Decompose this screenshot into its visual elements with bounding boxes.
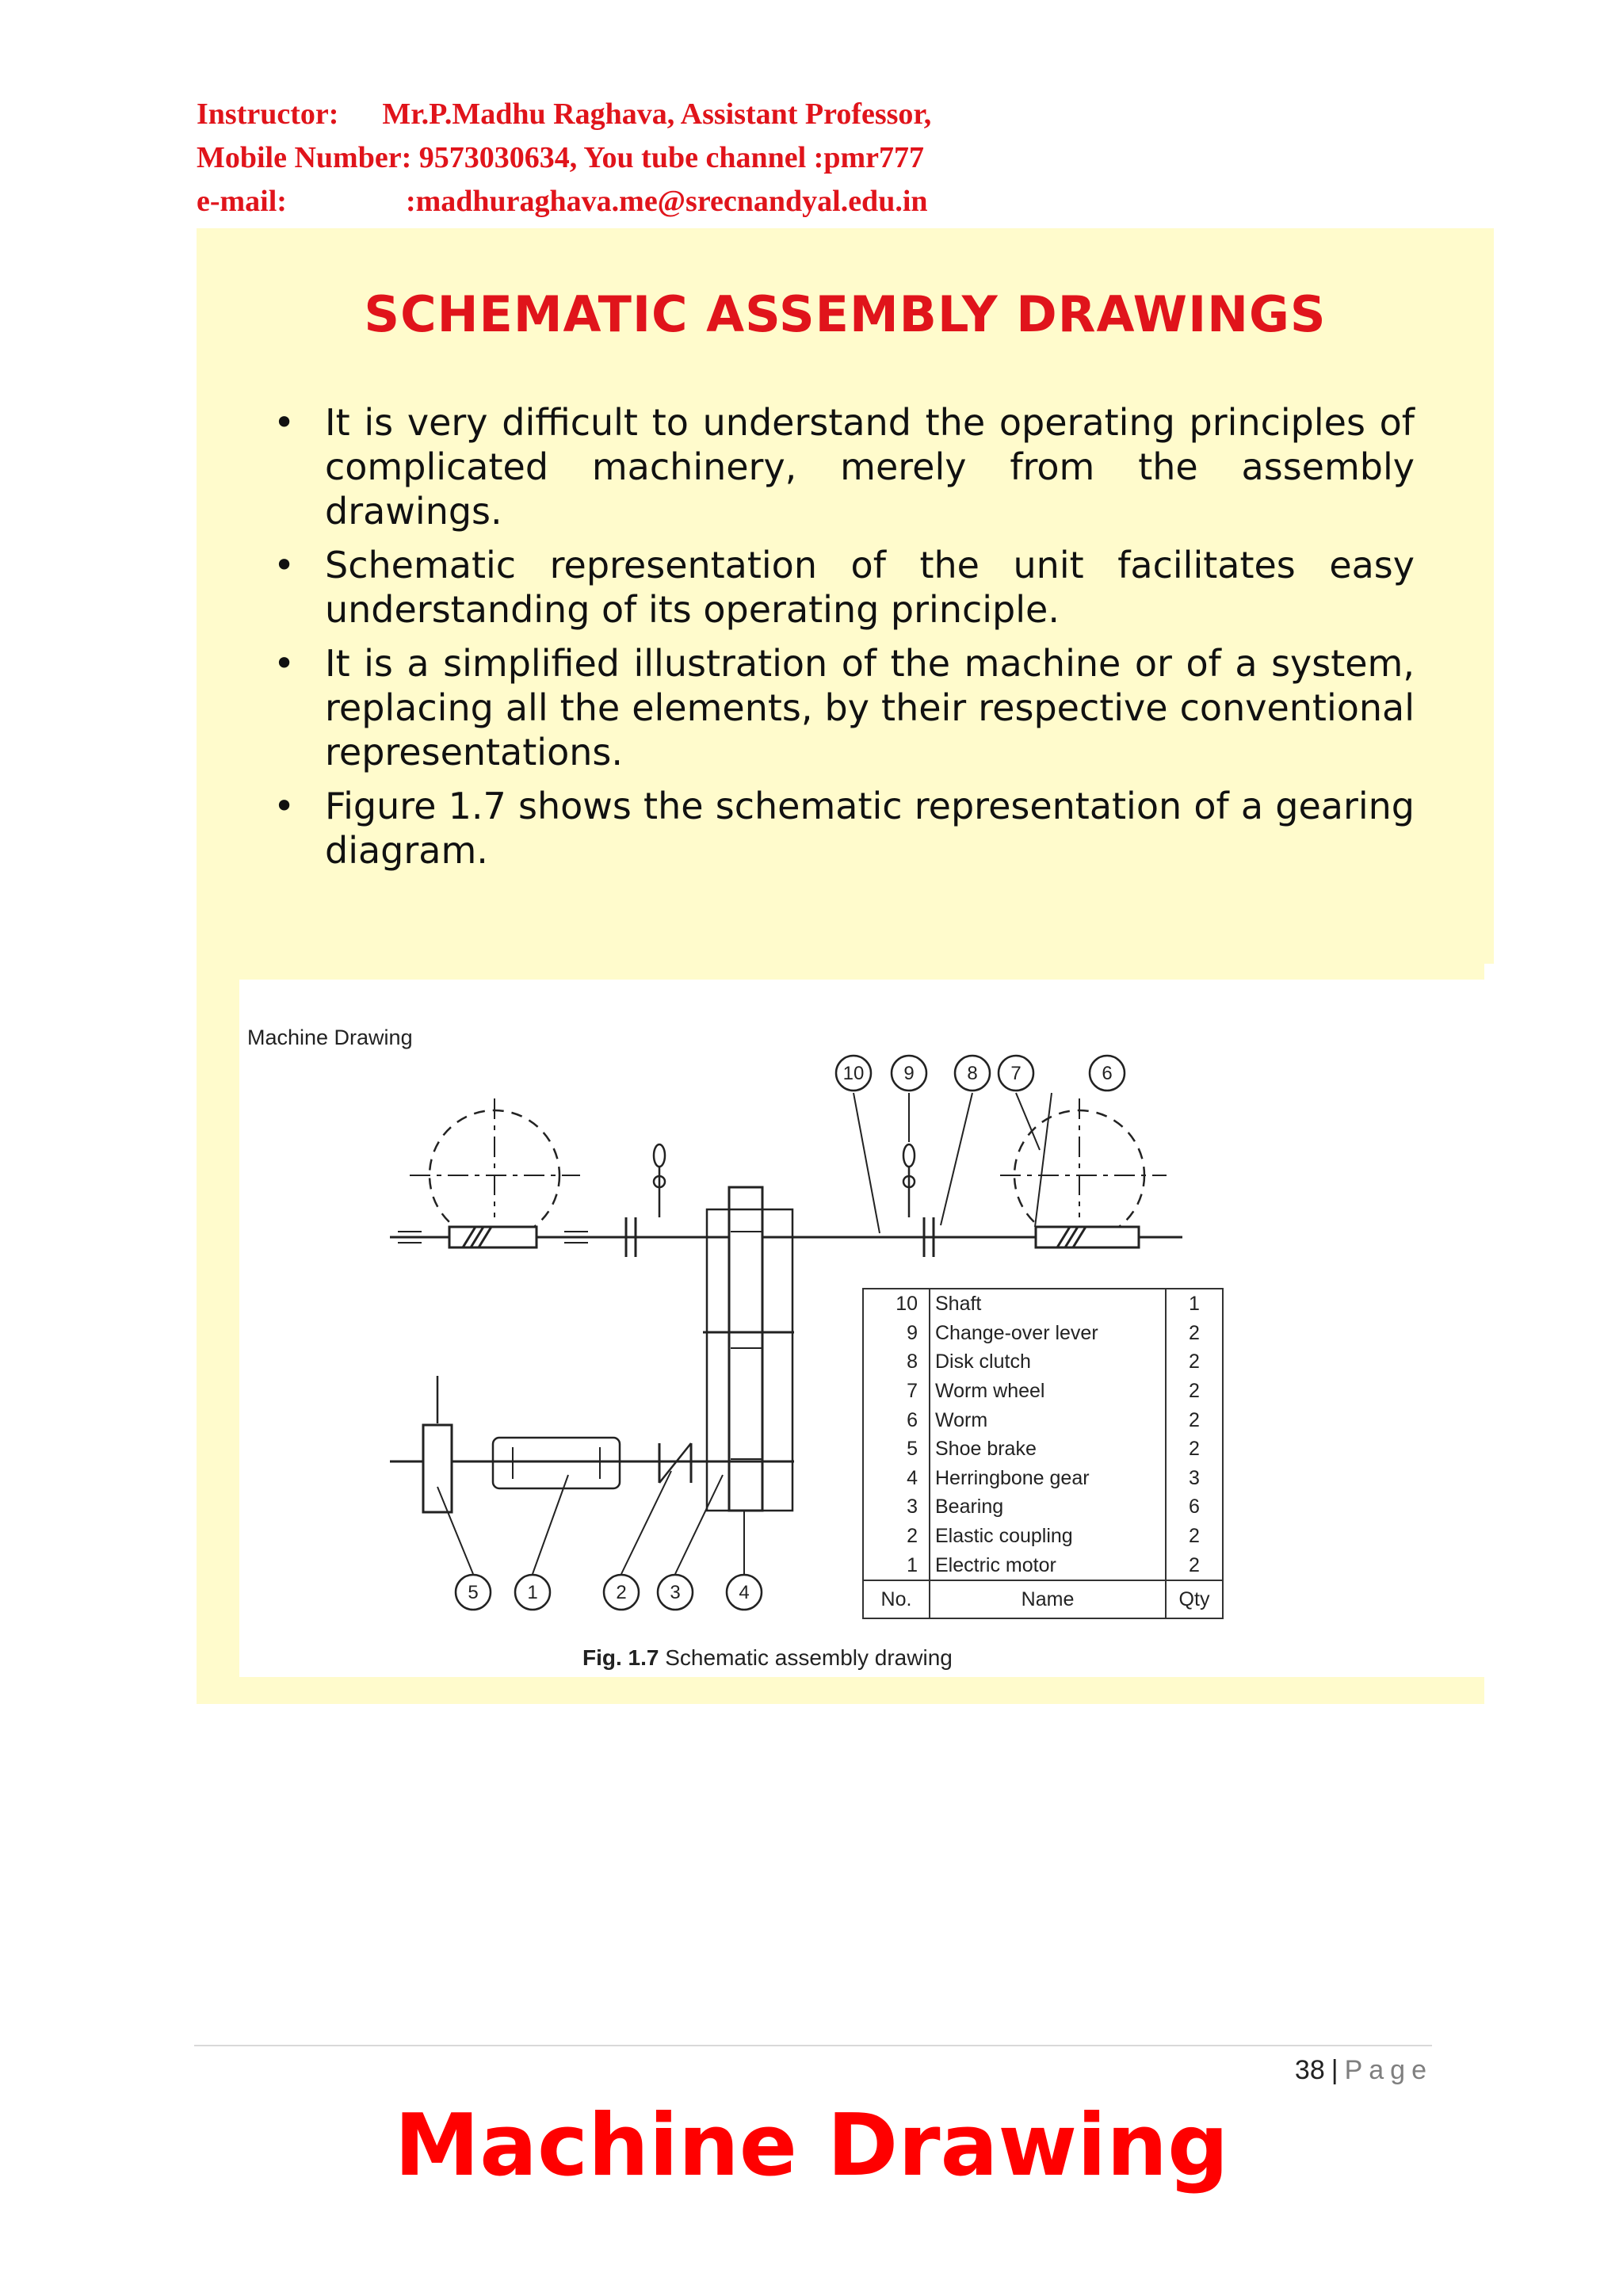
part-no: 10 xyxy=(863,1289,930,1319)
mobile-line: Mobile Number: 9573030634, You tube channel :pmr777 xyxy=(197,141,924,174)
callout-7 xyxy=(999,1056,1033,1091)
part-qty: 1 xyxy=(1189,1293,1200,1316)
part-qty: 2 xyxy=(1189,1350,1200,1373)
callout-8 xyxy=(955,1056,990,1091)
part-name: Disk clutch xyxy=(930,1347,1166,1377)
callout-2 xyxy=(604,1575,639,1610)
email-line xyxy=(197,184,928,219)
callout-label: 2 xyxy=(616,1582,627,1603)
part-qty: 3 xyxy=(1189,1466,1200,1489)
callout-label: 1 xyxy=(527,1582,538,1603)
bullet-item: • Figure 1.7 shows the schematic representation of a gearing diagram. xyxy=(265,784,1415,873)
callout-label: 3 xyxy=(670,1582,681,1603)
callout-3 xyxy=(658,1575,693,1610)
leader xyxy=(1035,1093,1052,1227)
callout-10 xyxy=(836,1056,871,1091)
instructor-label: Instructor: xyxy=(197,97,339,131)
table-row xyxy=(863,1347,1223,1377)
shoe-brake xyxy=(423,1425,452,1512)
part-name: Worm wheel xyxy=(930,1377,1166,1406)
page-number-value: 38 xyxy=(1294,2055,1325,2085)
table-row xyxy=(863,1550,1223,1580)
part-no: 4 xyxy=(863,1464,930,1493)
part-name: Bearing xyxy=(930,1492,1166,1522)
part-qty: 2 xyxy=(1189,1380,1200,1403)
figure-caption xyxy=(582,1645,953,1671)
part-name: Change-over lever xyxy=(930,1319,1166,1348)
part-no: 7 xyxy=(863,1377,930,1406)
footer-divider xyxy=(194,2045,1432,2046)
footer-title: Machine Drawing xyxy=(394,2096,1229,2195)
callout-label: 9 xyxy=(903,1063,915,1084)
bullet-item: • It is very difficult to understand the operating principles of complicated machinery, merely from the assembly drawings. xyxy=(265,400,1415,533)
page-number xyxy=(1295,2055,1433,2086)
part-qty: 2 xyxy=(1189,1321,1200,1344)
part-no: 2 xyxy=(863,1522,930,1551)
part-no: 8 xyxy=(863,1347,930,1377)
email-label: e-mail: xyxy=(197,185,287,218)
figure-header: Machine Drawing xyxy=(247,1026,413,1049)
part-no: 9 xyxy=(863,1319,930,1348)
header-no: No. xyxy=(863,1580,930,1618)
part-name: Worm xyxy=(930,1405,1166,1435)
part-name: Shaft xyxy=(930,1289,1166,1319)
caption-label: Fig. 1.7 xyxy=(582,1645,659,1670)
header-name: Name xyxy=(930,1580,1166,1618)
part-name: Elastic coupling xyxy=(930,1522,1166,1551)
callout-4 xyxy=(727,1575,762,1610)
callout-label: 5 xyxy=(468,1582,479,1603)
callout-label: 6 xyxy=(1102,1063,1113,1084)
table-row xyxy=(863,1405,1223,1435)
callout-label: 8 xyxy=(967,1063,978,1084)
callout-label: 7 xyxy=(1010,1063,1022,1084)
callout-5 xyxy=(456,1575,491,1610)
part-no: 1 xyxy=(863,1550,930,1580)
part-qty: 2 xyxy=(1189,1525,1200,1548)
part-name: Electric motor xyxy=(930,1550,1166,1580)
caption-text: Schematic assembly drawing xyxy=(665,1645,953,1670)
callout-label: 4 xyxy=(739,1582,750,1603)
instructor-value: Mr.P.Madhu Raghava, Assistant Professor, xyxy=(382,97,932,131)
email-value: :madhuraghava.me@srecnandyal.edu.in xyxy=(405,185,928,218)
table-header-row xyxy=(863,1580,1223,1618)
table-row xyxy=(863,1377,1223,1406)
callout-label: 10 xyxy=(842,1063,865,1084)
part-qty: 2 xyxy=(1189,1408,1200,1431)
table-row xyxy=(863,1464,1223,1493)
table-row xyxy=(863,1319,1223,1348)
part-qty: 2 xyxy=(1189,1438,1200,1461)
worm-right xyxy=(1036,1227,1139,1247)
worm-left xyxy=(449,1227,537,1247)
header-qty: Qty xyxy=(1166,1580,1223,1618)
page-word: Page xyxy=(1344,2055,1433,2085)
callout-9 xyxy=(892,1056,926,1091)
table-row xyxy=(863,1435,1223,1464)
page-separator: | xyxy=(1331,2055,1338,2085)
lever-left xyxy=(654,1144,665,1167)
callout-6 xyxy=(1090,1056,1125,1091)
part-qty: 2 xyxy=(1189,1553,1200,1576)
callout-1 xyxy=(515,1575,550,1610)
part-qty: 6 xyxy=(1189,1496,1200,1519)
parts-table xyxy=(862,1288,1224,1619)
bullet-list xyxy=(265,400,1415,882)
lever-right xyxy=(903,1144,915,1167)
part-no: 3 xyxy=(863,1492,930,1522)
table-row xyxy=(863,1522,1223,1551)
instructor-line xyxy=(197,97,931,132)
part-name: Shoe brake xyxy=(930,1435,1166,1464)
bullet-item: • It is a simplified illustration of the machine or of a system, replacing all the elements, by their respective conventional representations. xyxy=(265,641,1415,774)
slide-title: SCHEMATIC ASSEMBLY DRAWINGS xyxy=(364,285,1327,343)
part-name: Herringbone gear xyxy=(930,1464,1166,1493)
table-row xyxy=(863,1492,1223,1522)
part-no: 6 xyxy=(863,1405,930,1435)
bullet-item: • Schematic representation of the unit facilitates easy understanding of its operating principle. xyxy=(265,543,1415,632)
table-row xyxy=(863,1289,1223,1319)
part-no: 5 xyxy=(863,1435,930,1464)
